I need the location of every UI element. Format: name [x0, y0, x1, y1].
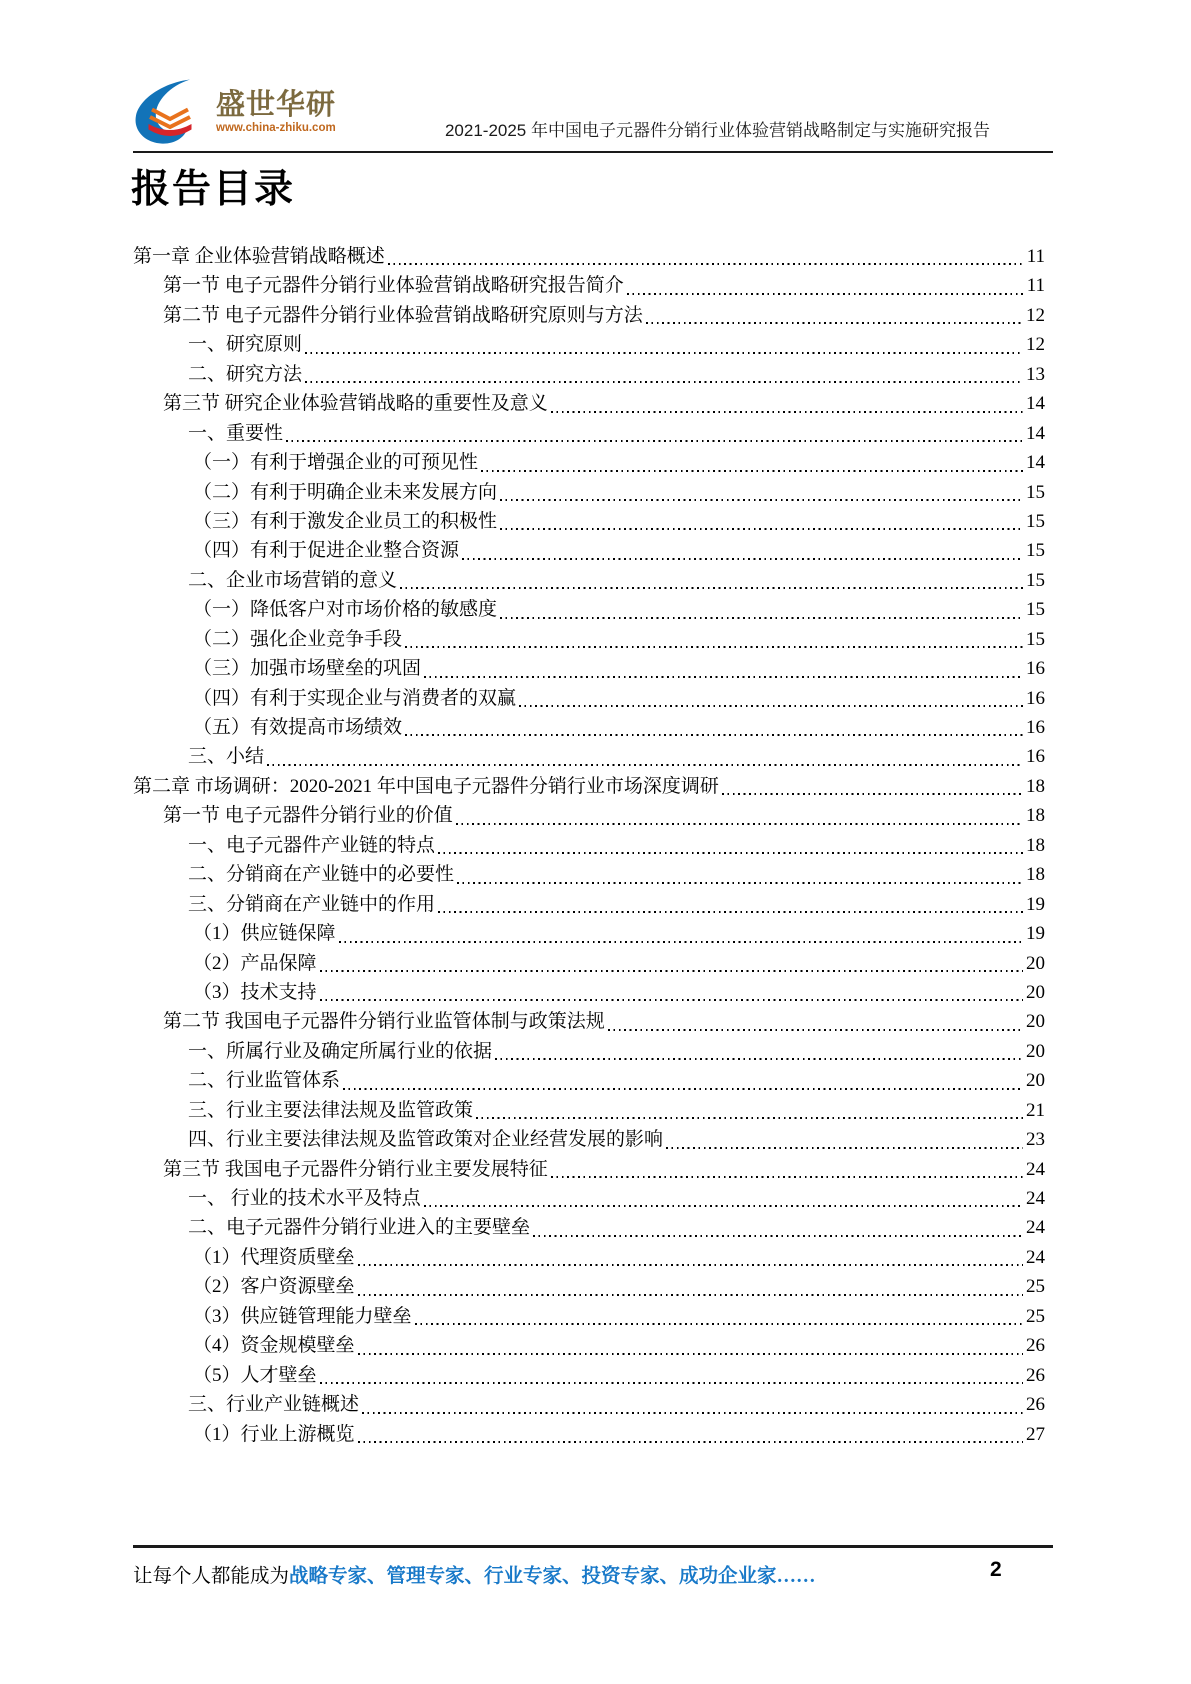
- toc-entry-text: （4）资金规模壁垒: [193, 1335, 355, 1357]
- toc-entry-page: 16: [1026, 746, 1045, 768]
- toc-entry[interactable]: [133, 654, 1045, 683]
- toc-entry[interactable]: [133, 1243, 1045, 1272]
- toc-entry-page: 15: [1026, 569, 1045, 591]
- toc-entry-text: 二、分销商在产业链中的必要性: [188, 864, 455, 886]
- toc-entry-text: （五）有效提高市场绩效: [193, 717, 403, 738]
- toc-entry[interactable]: [133, 890, 1045, 919]
- toc-entry-page: 11: [1026, 246, 1045, 267]
- toc-entry-text: 二、企业市场营销的意义: [188, 569, 398, 591]
- toc-entry[interactable]: [133, 831, 1045, 860]
- toc-leader-dots: [305, 352, 1023, 354]
- toc-entry-text: 一、电子元器件产业链的特点: [188, 834, 436, 856]
- toc-entry[interactable]: [133, 1037, 1045, 1066]
- toc-entry-page: 18: [1026, 805, 1045, 827]
- toc-leader-dots: [343, 1088, 1023, 1090]
- toc-entry-text: （3）供应链管理能力壁垒: [193, 1305, 412, 1327]
- toc-entry-text: 一、研究原则: [188, 334, 303, 356]
- toc-leader-dots: [267, 764, 1023, 766]
- toc-entry[interactable]: [133, 271, 1045, 300]
- toc-entry-text: 第一节 电子元器件分销行业体验营销战略研究报告简介: [163, 275, 624, 297]
- toc-entry[interactable]: [133, 1213, 1045, 1242]
- toc-leader-dots: [551, 411, 1023, 413]
- toc-entry-page: 26: [1026, 1394, 1045, 1416]
- toc-entry-page: 14: [1026, 393, 1045, 415]
- toc-entry[interactable]: [133, 595, 1045, 624]
- toc-entry[interactable]: [133, 1184, 1045, 1213]
- toc-entry[interactable]: [133, 919, 1045, 948]
- toc-entry[interactable]: [133, 389, 1045, 418]
- toc-entry[interactable]: [133, 1272, 1045, 1301]
- company-logo-icon: [130, 73, 210, 151]
- toc-leader-dots: [424, 1205, 1023, 1207]
- toc-entry-text: 第一章 企业体验营销战略概述: [133, 246, 385, 267]
- toc: [133, 242, 1045, 1449]
- toc-entry[interactable]: [133, 1155, 1045, 1184]
- toc-entry-page: 13: [1026, 363, 1045, 385]
- toc-entry[interactable]: [133, 625, 1045, 654]
- toc-entry-page: 15: [1026, 628, 1045, 650]
- toc-leader-dots: [415, 1323, 1023, 1325]
- toc-entry[interactable]: [133, 713, 1045, 742]
- toc-entry-page: 15: [1026, 599, 1045, 621]
- toc-entry-text: （1）行业上游概览: [193, 1423, 355, 1445]
- toc-entry-text: 三、行业主要法律法规及监管政策: [188, 1099, 474, 1121]
- toc-entry-page: 23: [1026, 1129, 1045, 1151]
- toc-entry-page: 19: [1026, 893, 1045, 915]
- toc-entry-page: 24: [1026, 1158, 1045, 1180]
- toc-entry[interactable]: [133, 1420, 1045, 1449]
- toc-entry-text: （2）客户资源壁垒: [193, 1276, 355, 1298]
- footer-slogan-prefix: 让每个人都能成为: [133, 1566, 290, 1587]
- toc-entry[interactable]: [133, 1066, 1045, 1095]
- toc-entry-text: 一、重要性: [188, 422, 284, 444]
- toc-entry[interactable]: [133, 507, 1045, 536]
- toc-entry[interactable]: [133, 301, 1045, 330]
- toc-entry-page: 26: [1026, 1335, 1045, 1357]
- toc-entry[interactable]: [133, 1096, 1045, 1125]
- toc-entry-text: （一）降低客户对市场价格的敏感度: [193, 599, 498, 621]
- toc-entry-page: 14: [1026, 422, 1045, 444]
- toc-entry-text: 三、小结: [188, 746, 265, 768]
- toc-entry-page: 24: [1026, 1188, 1045, 1209]
- toc-leader-dots: [320, 970, 1023, 972]
- toc-leader-dots: [476, 1117, 1023, 1119]
- header-divider: [133, 151, 1053, 153]
- toc-entry-text: 三、分销商在产业链中的作用: [188, 893, 436, 915]
- toc-entry[interactable]: [133, 1361, 1045, 1390]
- toc-leader-dots: [495, 1058, 1023, 1060]
- toc-entry-text: 第一节 电子元器件分销行业的价值: [163, 805, 453, 827]
- toc-entry-text: 三、行业产业链概述: [188, 1394, 360, 1416]
- toc-entry-text: 一、 行业的技术水平及特点: [188, 1188, 421, 1209]
- toc-leader-dots: [481, 470, 1023, 472]
- toc-entry-page: 15: [1026, 481, 1045, 503]
- toc-entry-text: （2）产品保障: [193, 952, 317, 974]
- page-title: 报告目录: [131, 168, 296, 211]
- toc-entry-text: （三）有利于激发企业员工的积极性: [193, 510, 498, 532]
- toc-entry-text: （1）供应链保障: [193, 923, 336, 945]
- toc-leader-dots: [424, 676, 1023, 678]
- toc-leader-dots: [722, 793, 1023, 795]
- toc-entry-page: 19: [1026, 923, 1045, 945]
- toc-entry-page: 16: [1026, 658, 1045, 680]
- toc-entry-page: 20: [1026, 952, 1045, 974]
- toc-entry-text: （四）有利于实现企业与消费者的双赢: [193, 687, 517, 709]
- toc-entry-text: （三）加强市场壁垒的巩固: [193, 658, 422, 680]
- toc-leader-dots: [405, 646, 1023, 648]
- toc-leader-dots: [462, 558, 1023, 560]
- toc-entry-page: 24: [1026, 1246, 1045, 1268]
- toc-entry-text: 二、行业监管体系: [188, 1070, 341, 1092]
- toc-entry-page: 15: [1026, 540, 1045, 562]
- toc-entry-page: 12: [1026, 304, 1045, 326]
- toc-leader-dots: [339, 941, 1023, 943]
- toc-entry[interactable]: [133, 448, 1045, 477]
- toc-entry-page: 12: [1026, 334, 1045, 356]
- toc-leader-dots: [500, 617, 1023, 619]
- toc-entry[interactable]: [133, 978, 1045, 1007]
- toc-entry-text: 二、研究方法: [188, 363, 303, 385]
- toc-entry[interactable]: [133, 478, 1045, 507]
- toc-entry-page: 20: [1026, 1070, 1045, 1092]
- toc-entry[interactable]: [133, 860, 1045, 889]
- toc-entry[interactable]: [133, 1125, 1045, 1154]
- toc-leader-dots: [519, 705, 1023, 707]
- toc-entry-text: （二）强化企业竞争手段: [193, 628, 403, 650]
- toc-leader-dots: [286, 440, 1023, 442]
- toc-leader-dots: [358, 1441, 1023, 1443]
- toc-entry-page: 21: [1026, 1099, 1045, 1121]
- toc-leader-dots: [362, 1412, 1023, 1414]
- toc-entry-page: 18: [1026, 775, 1045, 797]
- toc-leader-dots: [646, 322, 1023, 324]
- footer-slogan: [133, 1560, 816, 1588]
- toc-leader-dots: [320, 1382, 1023, 1384]
- footer-divider: [133, 1545, 1053, 1548]
- company-logo: [130, 72, 360, 152]
- toc-leader-dots: [358, 1353, 1023, 1355]
- toc-leader-dots: [305, 381, 1023, 383]
- toc-entry-page: 27: [1026, 1423, 1045, 1445]
- toc-leader-dots: [438, 852, 1023, 854]
- toc-entry-page: 18: [1026, 834, 1045, 856]
- toc-entry[interactable]: [133, 949, 1045, 978]
- toc-leader-dots: [358, 1264, 1023, 1266]
- toc-entry-page: 16: [1026, 687, 1045, 709]
- toc-entry-text: 四、行业主要法律法规及监管政策对企业经营发展的影响: [188, 1129, 664, 1151]
- toc-entry[interactable]: [133, 242, 1045, 271]
- toc-entry-text: （1）代理资质壁垒: [193, 1246, 355, 1268]
- company-logo-url: www.china-zhiku.com: [216, 122, 336, 135]
- toc-entry[interactable]: [133, 1331, 1045, 1360]
- toc-entry-page: 15: [1026, 510, 1045, 532]
- toc-entry-text: 第二节 我国电子元器件分销行业监管体制与政策法规: [163, 1011, 605, 1033]
- toc-leader-dots: [320, 999, 1023, 1001]
- toc-entry-text: 第三节 我国电子元器件分销行业主要发展特征: [163, 1158, 548, 1180]
- toc-leader-dots: [608, 1029, 1023, 1031]
- toc-entry[interactable]: [133, 772, 1045, 801]
- toc-leader-dots: [551, 1176, 1023, 1178]
- toc-leader-dots: [500, 528, 1023, 530]
- toc-leader-dots: [533, 1235, 1023, 1237]
- toc-leader-dots: [358, 1294, 1023, 1296]
- toc-entry[interactable]: [133, 360, 1045, 389]
- toc-entry-text: （二）有利于明确企业未来发展方向: [193, 481, 498, 503]
- toc-entry-page: 18: [1026, 864, 1045, 886]
- toc-entry-text: 第二章 市场调研：2020-2021 年中国电子元器件分销行业市场深度调研: [133, 775, 719, 797]
- toc-entry[interactable]: [133, 684, 1045, 713]
- toc-entry-page: 24: [1026, 1217, 1045, 1239]
- toc-entry-page: 20: [1026, 1011, 1045, 1033]
- toc-leader-dots: [438, 911, 1023, 913]
- toc-entry-text: （5）人才壁垒: [193, 1364, 317, 1386]
- toc-entry-text: （四）有利于促进企业整合资源: [193, 540, 460, 562]
- toc-entry[interactable]: [133, 1302, 1045, 1331]
- toc-leader-dots: [405, 734, 1023, 736]
- toc-entry-page: 26: [1026, 1364, 1045, 1386]
- toc-leader-dots: [457, 882, 1023, 884]
- footer-page-number: 2: [990, 1558, 1002, 1581]
- header-report-title: 2021-2025 年中国电子元器件分销行业体验营销战略制定与实施研究报告: [444, 121, 990, 140]
- toc-entry[interactable]: [133, 1007, 1045, 1036]
- toc-entry-text: （一）有利于增强企业的可预见性: [193, 452, 479, 474]
- toc-entry[interactable]: [133, 801, 1045, 830]
- toc-entry-page: 14: [1026, 452, 1045, 474]
- company-logo-name: 盛世华研: [216, 88, 337, 121]
- toc-entry-page: 20: [1026, 981, 1045, 1003]
- toc-entry[interactable]: [133, 330, 1045, 359]
- toc-entry-page: 16: [1026, 717, 1045, 738]
- toc-entry[interactable]: [133, 566, 1045, 595]
- toc-entry-text: 一、所属行业及确定所属行业的依据: [188, 1040, 493, 1062]
- toc-entry-page: 11: [1026, 275, 1045, 297]
- toc-leader-dots: [500, 499, 1023, 501]
- toc-entry-text: 第三节 研究企业体验营销战略的重要性及意义: [163, 393, 548, 415]
- toc-entry-page: 20: [1026, 1040, 1045, 1062]
- toc-leader-dots: [666, 1147, 1023, 1149]
- toc-entry-text: 第二节 电子元器件分销行业体验营销战略研究原则与方法: [163, 304, 643, 326]
- toc-entry[interactable]: [133, 419, 1045, 448]
- toc-entry[interactable]: [133, 536, 1045, 565]
- toc-leader-dots: [400, 587, 1023, 589]
- toc-entry-page: 25: [1026, 1305, 1045, 1327]
- toc-entry-text: （3）技术支持: [193, 981, 317, 1003]
- toc-entry-page: 25: [1026, 1276, 1045, 1298]
- toc-entry[interactable]: [133, 742, 1045, 771]
- toc-leader-dots: [627, 293, 1024, 295]
- footer-slogan-highlight: 战略专家、管理专家、行业专家、投资专家、成功企业家……: [289, 1566, 816, 1587]
- toc-leader-dots: [388, 263, 1024, 265]
- toc-entry[interactable]: [133, 1390, 1045, 1419]
- toc-leader-dots: [456, 823, 1023, 825]
- toc-entry-text: 二、电子元器件分销行业进入的主要壁垒: [188, 1217, 531, 1239]
